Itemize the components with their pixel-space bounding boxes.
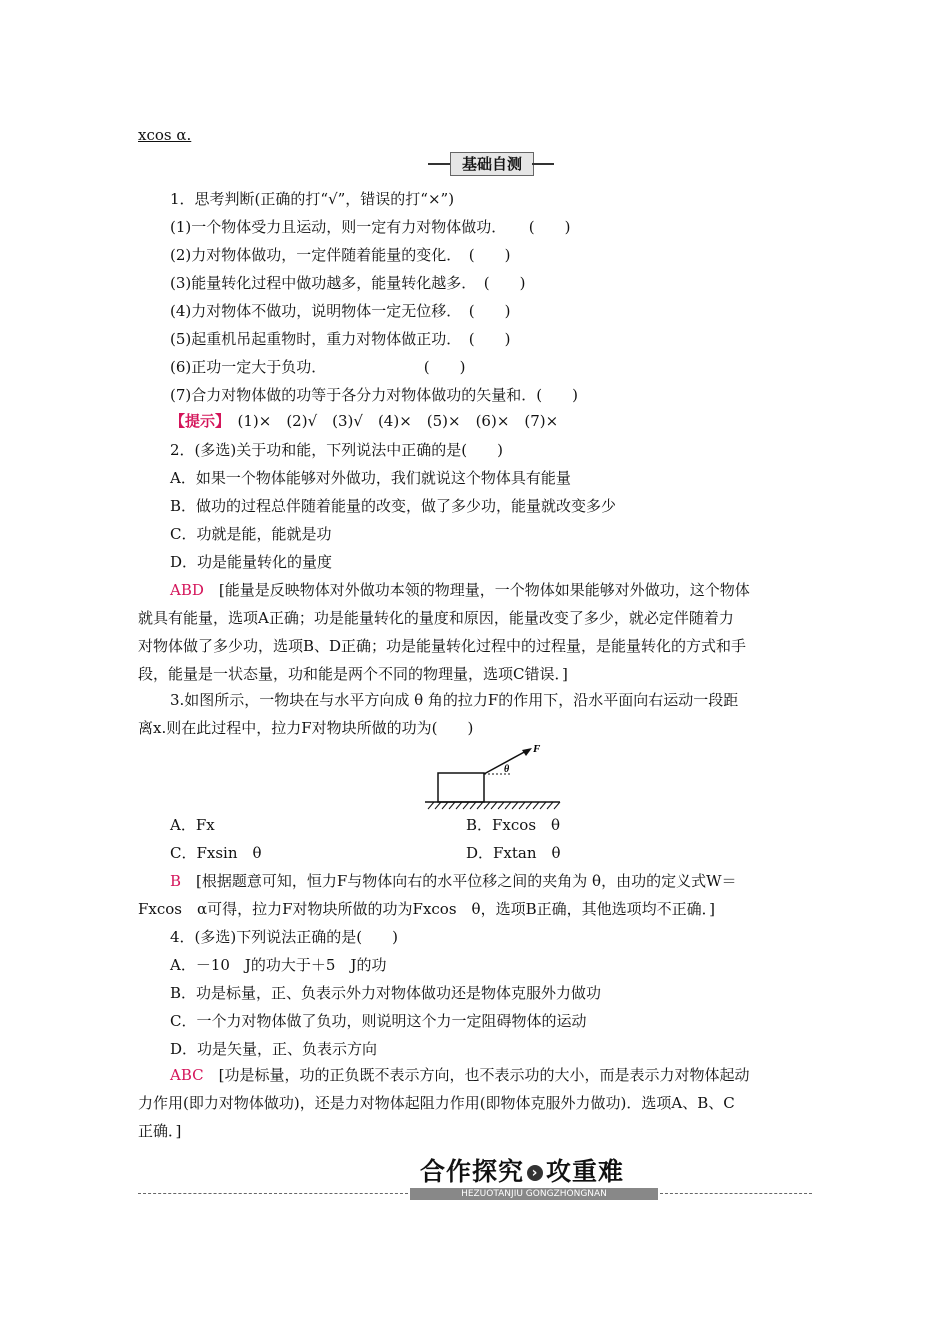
q1-item: (4)力对物体不做功，说明物体一定无位移． ( ): [170, 302, 511, 320]
top-fragment: xcos α.: [138, 126, 192, 144]
q2-explanation: [能量是反映物体对外做功本领的物理量，一个物体如果能够对外做功，这个物体: [203, 581, 750, 599]
q2-explanation: 段，能量是一状态量，功和能是两个不同的物理量，选项C错误．]: [138, 665, 568, 683]
block: [438, 773, 484, 802]
hint-text: (1)× (2)√ (3)√ (4)× (5)× (6)× (7)×: [222, 412, 559, 430]
q2-option: A．如果一个物体能够对外做功，我们就说这个物体具有能量: [170, 469, 571, 487]
q4-option: A．－10 J的功大于＋5 J的功: [170, 956, 387, 974]
ground-hatch: [428, 802, 560, 809]
section-title-part1: 合作探究: [420, 1157, 525, 1186]
hint-label: 【提示】: [170, 412, 223, 430]
q2-title: 2．(多选)关于功和能，下列说法中正确的是( ): [170, 441, 503, 459]
q2-option: C．功就是能，能就是功: [170, 525, 332, 543]
q3-explanation: Fxcos α可得，拉力F对物块所做的功为Fxcos θ，选项B正确，其他选项均不正确．]: [138, 900, 715, 918]
q4-explanation: 力作用(即力对物体做功)，还是力对物体起阻力作用(即物体克服外力做功)．选项A、B、C: [138, 1094, 735, 1112]
angle-label: θ: [504, 764, 510, 775]
q1-item: (1)一个物体受力且运动，则一定有力对物体做功． ( ): [170, 218, 571, 236]
q1-item: (2)力对物体做功，一定伴随着能量的变化． ( ): [170, 246, 511, 264]
divider-left: [138, 1193, 408, 1194]
section-badge-label: 基础自测: [450, 152, 534, 176]
q3-option: B．Fxcos θ: [466, 816, 561, 834]
q3-option: D．Fxtan θ: [466, 844, 561, 862]
q3-title: 离x.则在此过程中，拉力F对物块所做的功为( ): [138, 719, 474, 737]
force-label: F: [533, 743, 541, 755]
q3-option: C．Fxsin θ: [170, 844, 262, 862]
q2-explanation: 就具有能量，选项A正确；功是能量转化的量度和原因，能量改变了多少，就必定伴随着力: [138, 609, 734, 627]
arrow-head: [522, 748, 532, 756]
q2-option: D．功是能量转化的量度: [170, 553, 333, 571]
q1-hint: [170, 411, 558, 431]
q1-title: 1．思考判断(正确的打“√”，错误的打“×”): [170, 190, 455, 208]
q1-item: (3)能量转化过程中做功越多，能量转化越多． ( ): [170, 274, 526, 292]
q2-option: B．做功的过程总伴随着能量的改变，做了多少功，能量就改变多少: [170, 497, 617, 515]
q3-title: 3.如图所示，一物块在与水平方向成 θ 角的拉力F的作用下，沿水平面向右运动一段距: [170, 691, 739, 709]
q1-item: (6)正功一定大于负功． ( ): [170, 358, 466, 376]
q2-answer-line: [170, 580, 750, 600]
section-badge: [428, 152, 554, 176]
q4-option: B．功是标量，正、负表示外力对物体做功还是物体克服外力做功: [170, 984, 602, 1002]
q1-item: (5)起重机吊起重物时，重力对物体做正功． ( ): [170, 330, 511, 348]
q3-answer: B: [170, 872, 182, 890]
chevron-right-icon: ›: [527, 1165, 543, 1181]
q3-explanation: [根据题意可知，恒力F与物体向右的水平位移之间的夹角为 θ，由功的定义式W＝: [181, 872, 737, 890]
q4-explanation: [功是标量，功的正负既不表示方向，也不表示功的大小，而是表示力对物体起动: [203, 1066, 750, 1084]
q4-title: 4．(多选)下列说法正确的是( ): [170, 928, 398, 946]
q2-explanation: 对物体做了多少功，选项B、D正确；功是能量转化过程中的过程量，是能量转化的方式和手: [138, 637, 747, 655]
q4-option: C．一个力对物体做了负功，则说明这个力一定阻碍物体的运动: [170, 1012, 587, 1030]
q4-explanation: 正确．]: [138, 1122, 182, 1140]
q4-answer-line: [170, 1065, 749, 1085]
section-subtitle: HEZUOTANJIU GONGZHONGNAN: [410, 1188, 658, 1200]
q3-figure: [420, 740, 565, 810]
q2-answer: ABD: [170, 581, 204, 599]
section-title: [420, 1157, 624, 1187]
q1-item: (7)合力对物体做的功等于各分力对物体做功的矢量和．( ): [170, 386, 578, 404]
q3-option: A．Fx: [170, 816, 215, 834]
q4-option: D．功是矢量，正、负表示方向: [170, 1040, 378, 1058]
q3-answer-line: [170, 871, 737, 891]
section-title-part2: 攻重难: [546, 1157, 625, 1186]
divider-right: [660, 1193, 812, 1194]
q4-answer: ABC: [170, 1066, 204, 1084]
